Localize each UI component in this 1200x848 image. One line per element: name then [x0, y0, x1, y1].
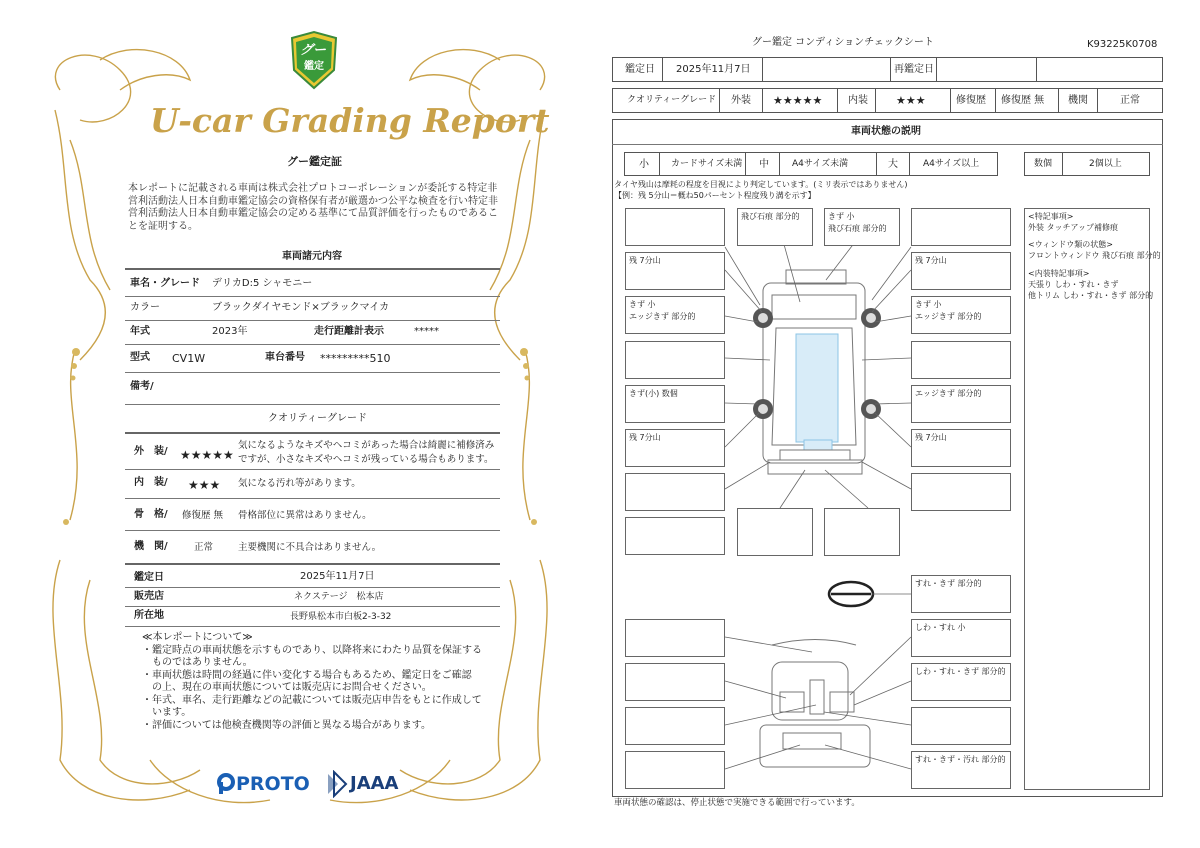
ext-stars: ★★★★★ — [180, 448, 234, 462]
annotation-text: 残 7分山 — [629, 433, 661, 442]
annotation-box — [625, 429, 725, 467]
sheet-title: グー鑑定 コンディションチェックシート — [752, 37, 934, 48]
tire-note-2: 【例：残 5分山＝概ね50パーセント程度残り溝を示す】 — [614, 191, 816, 200]
date-label: 鑑定日 — [134, 572, 164, 583]
note-line: ものではありません。 — [142, 657, 253, 668]
annotation-text: すれ・きず 部分的 — [915, 579, 982, 588]
note-line: の上、現在の車両状態については販売店にお問合せください。 — [142, 682, 432, 693]
ext-desc-2: ですが、小さなキズやヘコミが残っている場合もあります。 — [238, 454, 494, 465]
condition-check-sheet — [600, 0, 1200, 848]
intro-text: 本レポートに記載される車両は株式会社プロトコーポレーションが委託する特定非営利活動法人日本自動車鑑定協会の資格保有者が厳選かつ公平な検査を行い特定非営利活動法人日本自動車鑑定協会の定める基準にて品質評価を行ったものであることを証明する。 — [128, 183, 498, 232]
q-label: クオリティーグレード — [627, 95, 717, 105]
annotation-box — [911, 751, 1011, 789]
engine-label: 機 関/ — [134, 541, 168, 552]
annotation-text: きず(小) 数個 — [629, 389, 678, 398]
annotation-text: しわ・すれ 小 — [915, 623, 966, 632]
proto-logo: PROTO — [236, 773, 310, 795]
notes-heading: <特記事項> — [1028, 212, 1074, 221]
annotation-box — [625, 473, 725, 511]
logo-sub: 鑑定 — [304, 61, 324, 72]
section-title: 車両状態の説明 — [851, 126, 921, 137]
quality-title: クオリティーグレード — [268, 413, 367, 424]
annotation-box — [911, 707, 1011, 745]
repair-value: 修復歴 無 — [1001, 95, 1045, 106]
annotation-box — [625, 385, 725, 423]
color-label: カラー — [130, 302, 160, 313]
ext-label: 外 装/ — [134, 446, 168, 457]
notes-heading: <内装特記事項> — [1028, 269, 1090, 278]
annotation-text: 飛び石痕 部分的 — [741, 212, 800, 221]
note-line: ・評価については他検査機関等の評価と異なる場合があります。 — [142, 720, 431, 731]
annotation-box — [625, 707, 725, 745]
model-value: CV1W — [172, 352, 206, 365]
annotation-text: すれ・きず・汚れ 部分的 — [915, 755, 1006, 764]
addr-label: 所在地 — [134, 610, 164, 621]
size-large: 大 — [888, 159, 898, 170]
annotation-box — [625, 296, 725, 334]
annotation-box — [911, 296, 1011, 334]
annotation-text: きず 小 — [629, 300, 656, 309]
annotation-box — [824, 508, 900, 556]
ext-label: 外装 — [731, 95, 751, 106]
frame-desc: 骨格部位に異常はありません。 — [238, 510, 372, 521]
note-line: います。 — [142, 707, 192, 718]
annotation-box — [911, 252, 1011, 290]
annotation-box — [625, 663, 725, 701]
int-label: 内装 — [848, 95, 868, 106]
annotation-text: きず 小 — [828, 212, 855, 221]
ext-desc-1: 気になるようなキズやヘコミがあった場合は綺麗に補修済み — [238, 440, 495, 451]
annotation-text: エッジきず 部分的 — [915, 389, 982, 398]
logo-text: グー — [300, 43, 327, 58]
chassis-value: *********510 — [320, 352, 391, 365]
int-label: 内 装/ — [134, 477, 168, 488]
annotation-box — [911, 619, 1011, 657]
annotation-box — [911, 341, 1011, 379]
annotation-box — [911, 575, 1011, 613]
annotation-box — [625, 252, 725, 290]
annotation-box — [824, 208, 900, 246]
int-stars: ★★★ — [188, 478, 221, 492]
frame-value: 修復歴 無 — [182, 510, 224, 521]
notes-text: フロントウィンドウ 飛び石痕 部分的 — [1028, 251, 1161, 260]
tire-note-1: タイヤ残山は摩耗の程度を目視により判定しています。(ミリ表示ではありません) — [614, 180, 908, 189]
notes-title: ≪本レポートについて≫ — [142, 632, 253, 643]
jaaa-logo: JAAA — [350, 773, 399, 794]
date-label: 鑑定日 — [625, 64, 655, 75]
annotation-box — [625, 517, 725, 555]
count-value: 2個以上 — [1089, 159, 1122, 169]
addr-value: 長野県松本市白板2-3-32 — [290, 612, 392, 622]
annotation-text: 残 7分山 — [915, 256, 947, 265]
note-line: ・車両状態は時間の経過に伴い変化する場合もあるため、鑑定日をご確認 — [142, 670, 472, 681]
annotation-box — [911, 473, 1011, 511]
color-value: ブラックダイヤモンド×ブラックマイカ — [212, 302, 390, 313]
name-value: デリカD:5 シャモニー — [212, 278, 313, 289]
annotation-text: エッジきず 部分的 — [629, 312, 696, 321]
note-line: ・鑑定時点の車両状態を示すものであり、以降将来にわたり品質を保証する — [142, 645, 482, 656]
mileage-label: 走行距離計表示 — [314, 326, 384, 337]
annotation-box — [737, 508, 813, 556]
size-mid: 中 — [759, 159, 769, 170]
date-value: 2025年11月7日 — [676, 64, 751, 75]
annotation-text: エッジきず 部分的 — [915, 312, 982, 321]
repair-label: 修復歴 — [956, 95, 986, 106]
footer-note: 車両状態の確認は、停止状態で実施できる範囲で行っています。 — [614, 798, 860, 808]
special-notes-panel — [1024, 208, 1161, 790]
jaaa-logo-icon — [326, 770, 348, 798]
specs-title: 車両諸元内容 — [282, 251, 342, 262]
size-small-desc: カードサイズ未満 — [671, 159, 743, 169]
annotation-box — [625, 341, 725, 379]
mileage-value: ***** — [414, 326, 439, 337]
frame-label: 骨 格/ — [134, 509, 168, 520]
engine-value: 正常 — [194, 542, 214, 553]
chassis-label: 車台番号 — [265, 352, 305, 363]
annotation-box — [911, 429, 1011, 467]
size-large-desc: A4サイズ以上 — [923, 159, 980, 169]
date-value: 2025年11月7日 — [300, 571, 375, 582]
model-label: 型式 — [130, 352, 150, 363]
engine-label: 機関 — [1068, 95, 1088, 106]
year-label: 年式 — [130, 326, 150, 337]
engine-value: 正常 — [1120, 95, 1140, 106]
annotation-box — [625, 208, 725, 246]
shop-value: ネクステージ 松本店 — [294, 592, 384, 602]
sheet-id: K93225K0708 — [1087, 39, 1158, 50]
size-mid-desc: A4サイズ未満 — [792, 159, 849, 169]
annotation-box — [911, 208, 1011, 246]
redate-label: 再鑑定日 — [894, 64, 934, 75]
int-stars: ★★★ — [896, 94, 926, 107]
notes-text: 外装 タッチアップ補修痕 — [1028, 223, 1118, 232]
name-label: 車名・グレード — [130, 278, 200, 289]
annotation-text: 飛び石痕 部分的 — [828, 224, 887, 233]
cert-title: グー鑑定証 — [287, 155, 342, 168]
annotation-text: きず 小 — [915, 300, 942, 309]
notes-text: 他トリム しわ・すれ・きず 部分的 — [1028, 291, 1154, 300]
proto-logo-icon — [216, 772, 236, 796]
count-label: 数個 — [1034, 159, 1053, 169]
notes-heading: <ウィンドウ類の状態> — [1028, 240, 1113, 249]
size-small: 小 — [639, 159, 649, 170]
int-desc: 気になる汚れ等があります。 — [238, 478, 361, 489]
annotation-box — [625, 751, 725, 789]
annotation-box — [737, 208, 813, 246]
year-value: 2023年 — [212, 326, 248, 337]
goo-logo — [288, 30, 340, 92]
remarks-label: 備考/ — [130, 381, 154, 392]
annotation-text: しわ・すれ・きず 部分的 — [915, 667, 1006, 676]
engine-desc: 主要機関に不具合はありません。 — [238, 542, 382, 553]
shop-label: 販売店 — [134, 591, 164, 602]
annotation-text: 残 7分山 — [915, 433, 947, 442]
ext-stars: ★★★★★ — [773, 94, 823, 107]
notes-text: 天張り しわ・すれ・きず — [1028, 280, 1119, 289]
annotation-text: 残 7分山 — [629, 256, 661, 265]
annotation-box — [911, 385, 1011, 423]
note-line: ・年式、車名、走行距離などの記載については販売店申告をもとに作成して — [142, 695, 482, 706]
script-title: U-car Grading Report — [150, 101, 550, 140]
annotation-box — [911, 663, 1011, 701]
annotation-box — [625, 619, 725, 657]
